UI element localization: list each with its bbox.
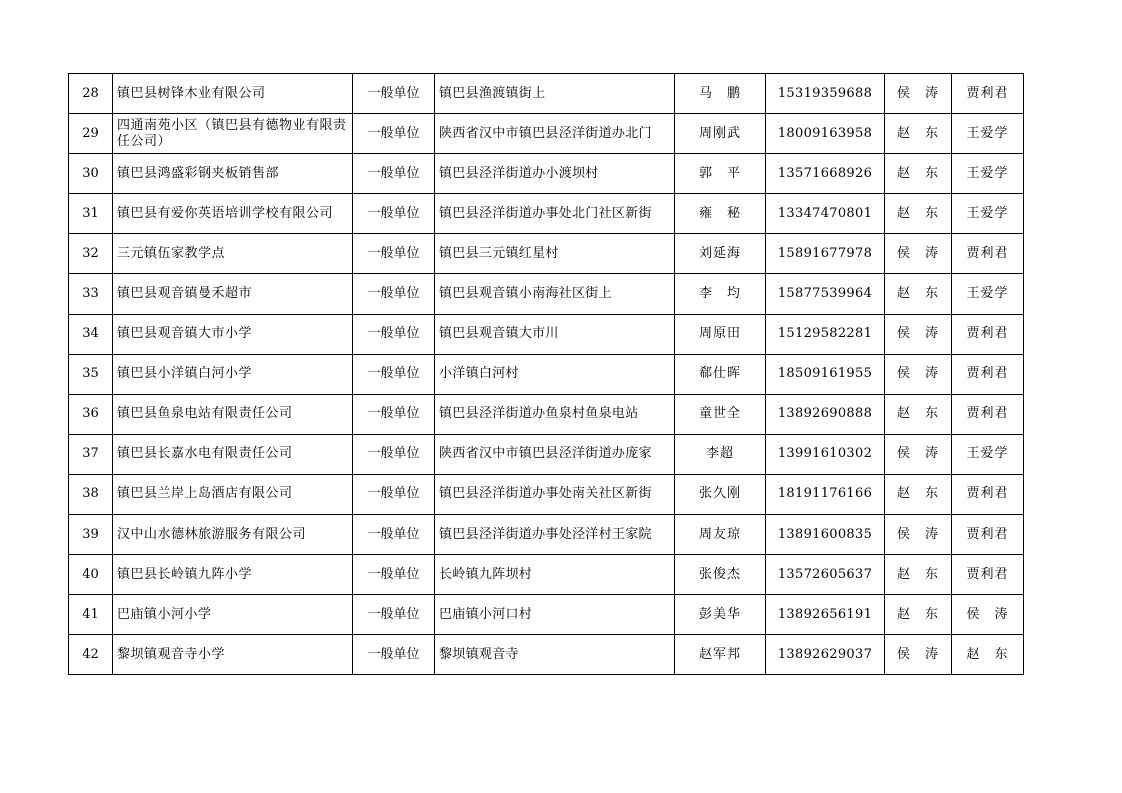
- row-number: 28: [69, 74, 113, 114]
- contact-phone: 13572605637: [766, 555, 885, 595]
- responsible-person-b: 王爱学: [952, 194, 1024, 234]
- unit-type: 一般单位: [353, 555, 435, 595]
- unit-name: 巴庙镇小河小学: [113, 595, 353, 635]
- responsible-person-a: 赵 东: [885, 394, 952, 434]
- unit-type: 一般单位: [353, 314, 435, 354]
- contact-person: 周刚武: [675, 114, 766, 154]
- row-number: 30: [69, 154, 113, 194]
- responsible-person-a: 赵 东: [885, 274, 952, 314]
- responsible-person-b: 贾利君: [952, 234, 1024, 274]
- row-number: 40: [69, 555, 113, 595]
- responsible-person-a: 赵 东: [885, 474, 952, 514]
- table-row: [69, 555, 1024, 595]
- table-row: [69, 274, 1024, 314]
- row-number: 34: [69, 314, 113, 354]
- contact-phone: 18009163958: [766, 114, 885, 154]
- table-row: [69, 74, 1024, 114]
- contact-phone: 15877539964: [766, 274, 885, 314]
- unit-type: 一般单位: [353, 114, 435, 154]
- contact-phone: 18191176166: [766, 474, 885, 514]
- contact-person: 周友琼: [675, 515, 766, 555]
- unit-name: 四通南苑小区（镇巴县有德物业有限责任公司）: [113, 114, 353, 154]
- table-row: [69, 635, 1024, 675]
- contact-phone: 13571668926: [766, 154, 885, 194]
- unit-name: 镇巴县长岭镇九阵小学: [113, 555, 353, 595]
- unit-name: 三元镇伍家教学点: [113, 234, 353, 274]
- contact-person: 郭 平: [675, 154, 766, 194]
- unit-address: 长岭镇九阵坝村: [435, 555, 675, 595]
- row-number: 35: [69, 354, 113, 394]
- unit-table: [68, 73, 1024, 675]
- row-number: 41: [69, 595, 113, 635]
- unit-name: 镇巴县小洋镇白河小学: [113, 354, 353, 394]
- contact-phone: 13991610302: [766, 434, 885, 474]
- contact-person: 刘延海: [675, 234, 766, 274]
- row-number: 32: [69, 234, 113, 274]
- unit-address: 镇巴县泾洋街道办小渡坝村: [435, 154, 675, 194]
- contact-person: 张久刚: [675, 474, 766, 514]
- responsible-person-b: 王爱学: [952, 114, 1024, 154]
- responsible-person-b: 赵 东: [952, 635, 1024, 675]
- responsible-person-b: 贾利君: [952, 394, 1024, 434]
- contact-person: 李超: [675, 434, 766, 474]
- row-number: 33: [69, 274, 113, 314]
- unit-type: 一般单位: [353, 635, 435, 675]
- contact-phone: 18509161955: [766, 354, 885, 394]
- unit-type: 一般单位: [353, 194, 435, 234]
- table-row: [69, 194, 1024, 234]
- unit-name: 镇巴县鱼泉电站有限责任公司: [113, 394, 353, 434]
- table-row: [69, 474, 1024, 514]
- contact-person: 郗仕晖: [675, 354, 766, 394]
- unit-name: 镇巴县有爱你英语培训学校有限公司: [113, 194, 353, 234]
- contact-phone: 15891677978: [766, 234, 885, 274]
- unit-address: 陕西省汉中市镇巴县泾洋街道办北门: [435, 114, 675, 154]
- responsible-person-a: 侯 涛: [885, 354, 952, 394]
- contact-phone: 13892690888: [766, 394, 885, 434]
- responsible-person-b: 王爱学: [952, 274, 1024, 314]
- unit-type: 一般单位: [353, 234, 435, 274]
- unit-address: 镇巴县观音镇大市川: [435, 314, 675, 354]
- unit-type: 一般单位: [353, 394, 435, 434]
- unit-name: 镇巴县树锋木业有限公司: [113, 74, 353, 114]
- unit-address: 镇巴县三元镇红星村: [435, 234, 675, 274]
- unit-address: 镇巴县渔渡镇街上: [435, 74, 675, 114]
- contact-phone: 13891600835: [766, 515, 885, 555]
- unit-address: 镇巴县泾洋街道办事处泾洋村王家院: [435, 515, 675, 555]
- contact-phone: 13892629037: [766, 635, 885, 675]
- unit-name: 镇巴县长嘉水电有限责任公司: [113, 434, 353, 474]
- row-number: 39: [69, 515, 113, 555]
- responsible-person-b: 贾利君: [952, 74, 1024, 114]
- responsible-person-a: 赵 东: [885, 595, 952, 635]
- responsible-person-a: 侯 涛: [885, 515, 952, 555]
- table-row: [69, 595, 1024, 635]
- unit-type: 一般单位: [353, 474, 435, 514]
- table-body: [69, 74, 1024, 675]
- row-number: 38: [69, 474, 113, 514]
- contact-person: 马 鹏: [675, 74, 766, 114]
- contact-phone: 13892656191: [766, 595, 885, 635]
- contact-phone: 15319359688: [766, 74, 885, 114]
- responsible-person-a: 侯 涛: [885, 314, 952, 354]
- responsible-person-b: 侯 涛: [952, 595, 1024, 635]
- responsible-person-a: 侯 涛: [885, 234, 952, 274]
- responsible-person-a: 侯 涛: [885, 635, 952, 675]
- contact-person: 雍 秘: [675, 194, 766, 234]
- table-row: [69, 114, 1024, 154]
- unit-address: 镇巴县泾洋街道办事处北门社区新街: [435, 194, 675, 234]
- table-row: [69, 354, 1024, 394]
- responsible-person-a: 赵 东: [885, 154, 952, 194]
- contact-phone: 15129582281: [766, 314, 885, 354]
- responsible-person-a: 赵 东: [885, 114, 952, 154]
- unit-name: 汉中山水德林旅游服务有限公司: [113, 515, 353, 555]
- unit-address: 黎坝镇观音寺: [435, 635, 675, 675]
- row-number: 36: [69, 394, 113, 434]
- row-number: 31: [69, 194, 113, 234]
- unit-address: 巴庙镇小河口村: [435, 595, 675, 635]
- responsible-person-b: 贾利君: [952, 474, 1024, 514]
- contact-person: 周原田: [675, 314, 766, 354]
- responsible-person-b: 贾利君: [952, 314, 1024, 354]
- table-row: [69, 394, 1024, 434]
- unit-type: 一般单位: [353, 154, 435, 194]
- table-row: [69, 515, 1024, 555]
- responsible-person-b: 贾利君: [952, 555, 1024, 595]
- table-row: [69, 434, 1024, 474]
- unit-address: 镇巴县观音镇小南海社区街上: [435, 274, 675, 314]
- responsible-person-a: 赵 东: [885, 555, 952, 595]
- unit-type: 一般单位: [353, 74, 435, 114]
- unit-type: 一般单位: [353, 274, 435, 314]
- unit-address: 小洋镇白河村: [435, 354, 675, 394]
- unit-name: 镇巴县观音镇大市小学: [113, 314, 353, 354]
- row-number: 42: [69, 635, 113, 675]
- contact-person: 彭美华: [675, 595, 766, 635]
- responsible-person-b: 王爱学: [952, 434, 1024, 474]
- table-row: [69, 234, 1024, 274]
- table-row: [69, 154, 1024, 194]
- contact-person: 张俊杰: [675, 555, 766, 595]
- contact-person: 李 均: [675, 274, 766, 314]
- row-number: 37: [69, 434, 113, 474]
- unit-type: 一般单位: [353, 515, 435, 555]
- responsible-person-a: 侯 涛: [885, 74, 952, 114]
- unit-address: 镇巴县泾洋街道办事处南关社区新街: [435, 474, 675, 514]
- unit-type: 一般单位: [353, 434, 435, 474]
- unit-address: 陕西省汉中市镇巴县泾洋街道办庞家: [435, 434, 675, 474]
- table-row: [69, 314, 1024, 354]
- contact-person: 童世全: [675, 394, 766, 434]
- responsible-person-b: 王爱学: [952, 154, 1024, 194]
- unit-name: 镇巴县鸿盛彩钢夹板销售部: [113, 154, 353, 194]
- responsible-person-b: 贾利君: [952, 515, 1024, 555]
- responsible-person-b: 贾利君: [952, 354, 1024, 394]
- unit-type: 一般单位: [353, 354, 435, 394]
- unit-type: 一般单位: [353, 595, 435, 635]
- unit-name: 黎坝镇观音寺小学: [113, 635, 353, 675]
- row-number: 29: [69, 114, 113, 154]
- contact-phone: 13347470801: [766, 194, 885, 234]
- responsible-person-a: 侯 涛: [885, 434, 952, 474]
- contact-person: 赵军邦: [675, 635, 766, 675]
- unit-name: 镇巴县兰岸上岛酒店有限公司: [113, 474, 353, 514]
- unit-name: 镇巴县观音镇曼禾超市: [113, 274, 353, 314]
- responsible-person-a: 赵 东: [885, 194, 952, 234]
- unit-address: 镇巴县泾洋街道办鱼泉村鱼泉电站: [435, 394, 675, 434]
